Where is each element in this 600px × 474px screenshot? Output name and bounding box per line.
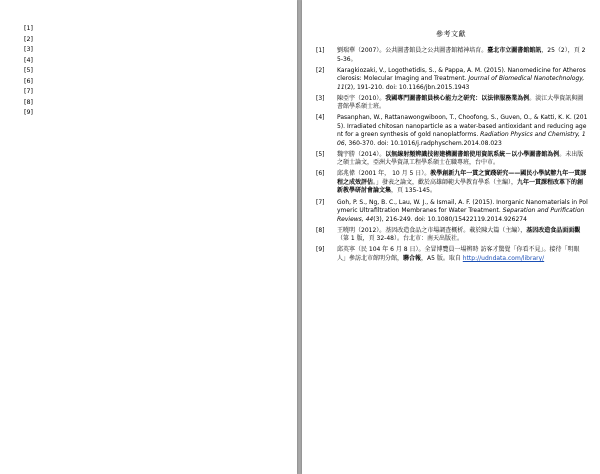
reference-number: [2] xyxy=(24,35,33,43)
reference-number: [1] xyxy=(316,47,325,54)
reference-segment: 九年一貫課程改革下的創新教學研討會論文集 xyxy=(337,178,584,195)
reference-number: [5] xyxy=(316,150,325,158)
reference-segment: 我國專門圖書館員核心能力之研究：以法律服務業為例 xyxy=(385,94,530,102)
reference-segment: 魏宇勝（2014）。 xyxy=(337,150,386,158)
reference-text xyxy=(337,67,588,93)
reference-segment: ，25（2），頁 25-36。 xyxy=(337,47,586,63)
reference-link[interactable]: http://udndata.com/library/ xyxy=(462,254,545,262)
reference-number: [9] xyxy=(316,246,325,254)
references-heading: 參考文獻 xyxy=(436,30,466,38)
reference-entry xyxy=(316,227,588,244)
reference-entry xyxy=(316,47,588,64)
reference-segment: (2), 191-210. doi: 10.1166/jbn.2015.1943 xyxy=(344,83,470,91)
reference-number: [5] xyxy=(24,67,33,74)
reference-text xyxy=(337,199,588,225)
reference-entry xyxy=(316,199,588,225)
reference-text xyxy=(337,95,588,112)
reference-segment: 以無線射頻辨識技術建構圖書館使用資訊系統－以小學圖書館為例 xyxy=(385,150,560,158)
reference-segment: 邱兆偉（2001 年， 10 月 5 日）。 xyxy=(337,170,431,178)
reference-segment: 臺北市立圖書館館訊 xyxy=(487,47,542,54)
reference-number: [7] xyxy=(24,88,33,95)
reference-number: [1] xyxy=(24,25,33,32)
reference-entry xyxy=(316,114,588,148)
reference-segment: 陳亞宇（2010）。 xyxy=(337,94,386,102)
reference-number: [3] xyxy=(316,94,325,102)
reference-number: [6] xyxy=(316,170,325,178)
reference-segment: Separation and Purification Reviews, 44 xyxy=(337,207,585,223)
reference-segment: 邱英寧（民 104 年 6 月 8 日）。全冒博覽員一場辨時 訪客才驚覺「你看不見」。接待「明眼人」參訪北市館明分館， xyxy=(337,246,580,262)
reference-segment: 聯合報 xyxy=(403,254,422,262)
reference-text xyxy=(337,114,588,148)
reference-segment: , 360-370. doi: 10.1016/j.radphyschem.2014.08.023 xyxy=(344,139,502,147)
reference-segment: 。淡江大學資訊與圖書館學系碩士班。 xyxy=(337,94,584,111)
reference-list xyxy=(316,47,588,266)
left-page xyxy=(0,0,297,474)
reference-text xyxy=(337,246,588,263)
reference-segment: 基因改造食品面面觀 xyxy=(526,226,581,234)
reference-number: [7] xyxy=(316,198,325,206)
reference-number: [8] xyxy=(24,98,33,106)
reference-text xyxy=(337,47,588,64)
reference-segment: 教學創新九年一貫之實踐研究——國民小學試辦九年一貫課程之成效評估 xyxy=(337,170,587,186)
right-page xyxy=(302,0,600,474)
reference-segment: （第 1 版，頁 32-48）。台北市：南天出版社。 xyxy=(337,235,463,243)
reference-segment: Journal of Biomedical Nanotechnology, 11 xyxy=(337,75,585,91)
reference-segment: (3), 216-249. doi: 10.1080/15422119.2014.926274 xyxy=(373,215,527,223)
reference-segment: ，頁 135-145。 xyxy=(391,187,436,195)
reference-segment: Karagkiozaki, V., Logothetidis, S., & Pappa, A. M. (2015). Nanomedicine for Atherosclerosis: Molecular Imaging and Treatment. xyxy=(337,66,586,83)
reference-number: [6] xyxy=(24,77,33,85)
reference-segment: ，A5 版。取自 xyxy=(421,254,463,262)
reference-entry xyxy=(316,95,588,112)
reference-number: [9] xyxy=(24,109,33,116)
reference-number: [4] xyxy=(316,114,325,122)
reference-entry xyxy=(316,170,588,196)
reference-number: [2] xyxy=(316,66,325,74)
reference-segment: 。」發表之論文，歡於高雄師範大學教育學系（主編）， xyxy=(373,178,518,186)
reference-text xyxy=(337,170,588,196)
reference-segment: 劉瑞華（2007）。公共圖書館員之公共圖書館精神培育。 xyxy=(337,47,488,54)
reference-entry xyxy=(316,151,588,168)
reference-number-list xyxy=(24,24,33,119)
reference-text xyxy=(337,227,588,244)
reference-text xyxy=(337,151,588,168)
reference-number: [8] xyxy=(316,226,325,234)
reference-number: [4] xyxy=(24,56,33,64)
reference-segment: Goh, P. S., Ng, B. C., Lau, W. J., & Ismail, A. F. (2015). Inorganic Nanomaterials in Polymeric Ultrafiltration Membranes for Water Treatment. xyxy=(337,198,588,215)
reference-segment: 。未出版之碩士論文，亞洲大學資訊工程學系碩士在職專班，台中市。 xyxy=(337,150,584,167)
reference-number: [3] xyxy=(24,46,33,53)
reference-segment: 王曉明（2012）。基因改造食品之市場調查概析。載於陳大篇（主編）， xyxy=(337,226,527,234)
reference-segment: Radiation Physics and Chemistry, 106 xyxy=(337,131,586,147)
reference-entry xyxy=(316,67,588,93)
reference-segment: Pasanphan, W., Rattanawongwiboon, T., Choofong, S., Guven, O., & Katti, K. K. (2015). Irradiated chitosan nanoparticle as a water-based antioxidant and reducing agent for a green synthesis of gold nanoplatforms. xyxy=(337,114,588,139)
reference-entry xyxy=(316,246,588,263)
